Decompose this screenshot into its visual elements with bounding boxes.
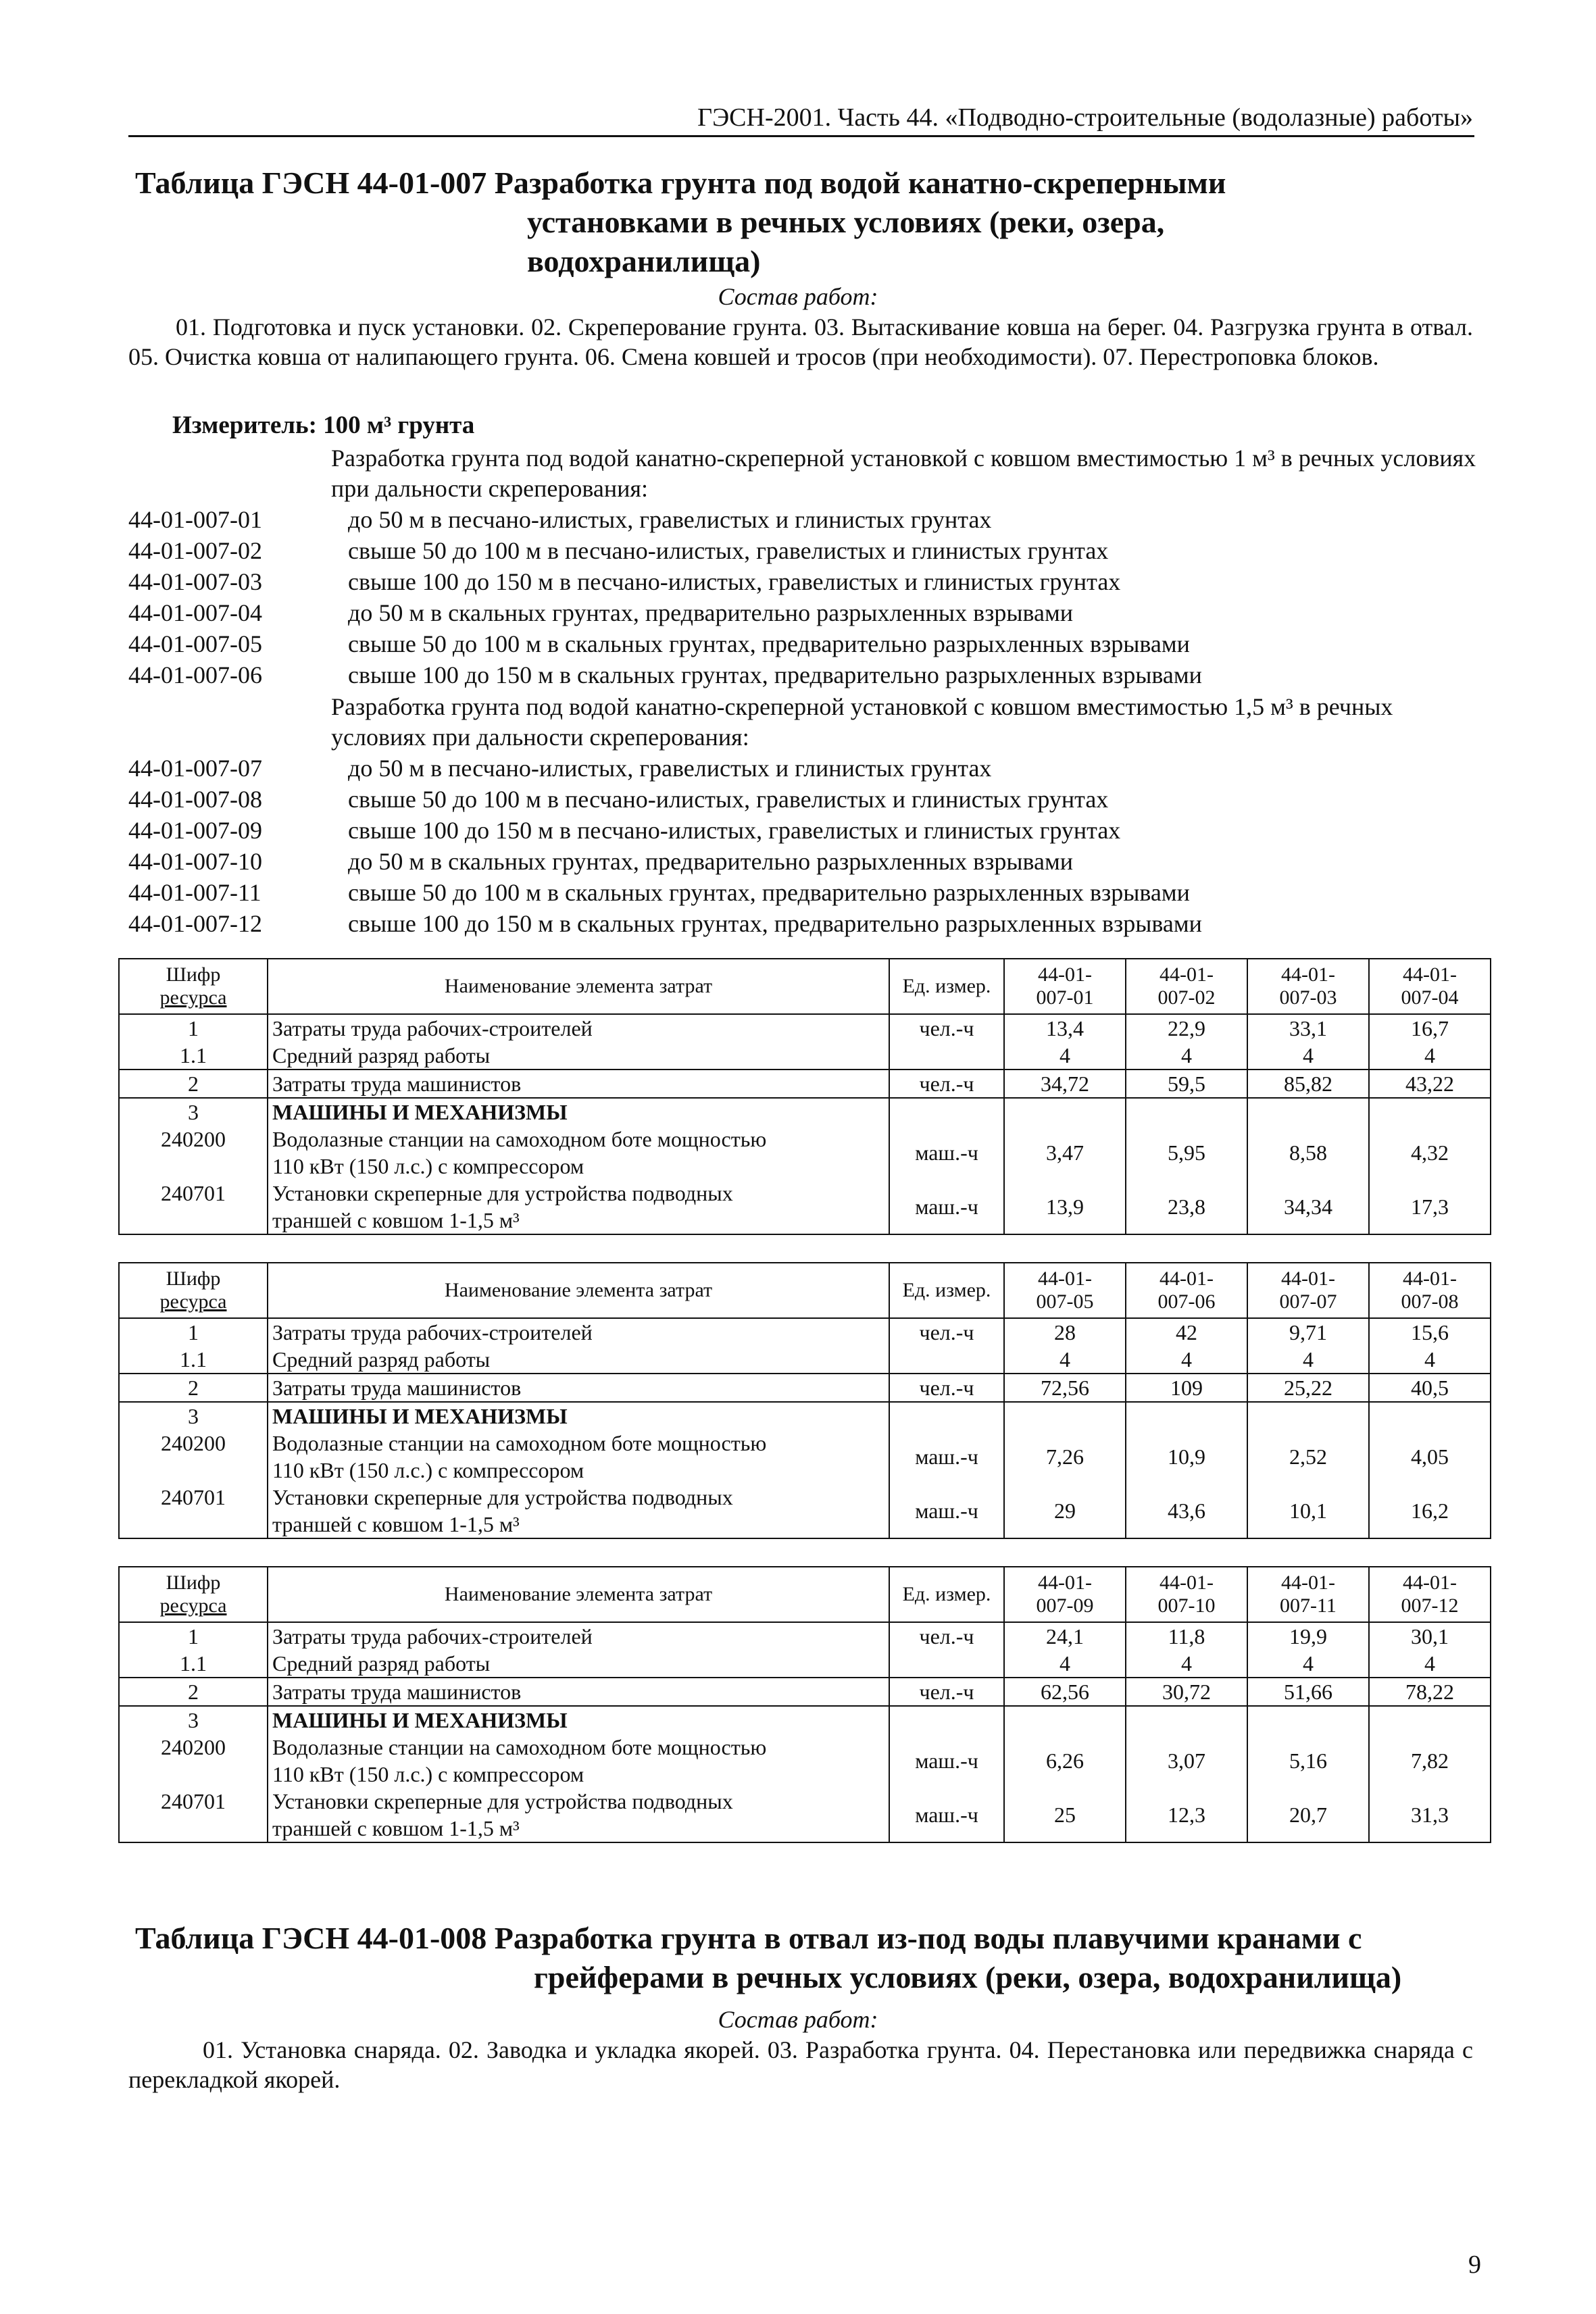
table-header-row	[119, 1567, 1491, 1622]
cell-value: 25,22	[1247, 1374, 1369, 1402]
table-row-grade	[119, 1346, 1491, 1374]
header-rule	[128, 135, 1474, 137]
table-header-row	[119, 959, 1491, 1014]
cost-table-3	[118, 1566, 1491, 1843]
cell-value: 25	[1004, 1788, 1126, 1842]
header-resource-code: Шифр ресурса	[119, 959, 268, 1014]
table-008-title-lead: Таблица ГЭСН 44-01-008 Разработка грунта в отвал из-под воды плавучими кранами с	[135, 1921, 1362, 1955]
table-007-title-cont2: водохранилища)	[527, 244, 761, 278]
header-norm-code: 44-01- 007-01	[1004, 959, 1126, 1014]
code-label: 44-01-007-02	[128, 537, 262, 564]
cell-code: 1	[119, 1318, 268, 1346]
cell-value: 62,56	[1004, 1678, 1126, 1706]
code-description: свыше 100 до 150 м в песчано-илистых, гравелистых и глинистых грунтах	[348, 817, 1121, 844]
cell-value: 5,95	[1126, 1126, 1247, 1180]
header-resource-code: Шифр ресурса	[119, 1263, 268, 1318]
header-unit: Ед. измер.	[889, 1567, 1004, 1622]
table-row-machine-scraper	[119, 1788, 1491, 1842]
cell-value: 51,66	[1247, 1678, 1369, 1706]
cell-name: Затраты труда машинистов	[268, 1070, 889, 1098]
cell-unit: чел.-ч	[889, 1318, 1004, 1346]
cell-value	[1247, 1402, 1369, 1430]
cell-value	[1126, 1402, 1247, 1430]
table-row-machine-diving-station	[119, 1734, 1491, 1788]
cell-value	[1369, 1098, 1491, 1126]
cell-name: Установки скреперные для устройства подводных траншей с ковшом 1-1,5 м³	[268, 1180, 889, 1234]
cell-name: МАШИНЫ И МЕХАНИЗМЫ	[268, 1402, 889, 1430]
cell-unit: маш.-ч	[889, 1788, 1004, 1842]
cell-unit: маш.-ч	[889, 1126, 1004, 1180]
header-norm-code: 44-01- 007-08	[1369, 1263, 1491, 1318]
group-1-intro: Разработка грунта под водой канатно-скреперной установкой с ковшом вместимостью 1 м³ в речных условиях при дальности скреперования:	[331, 445, 1476, 502]
cell-value	[1004, 1402, 1126, 1430]
table-row-grade	[119, 1650, 1491, 1678]
cell-unit	[889, 1346, 1004, 1374]
cell-value: 10,9	[1126, 1430, 1247, 1484]
header-element-name: Наименование элемента затрат	[268, 1263, 889, 1318]
cell-code: 2	[119, 1070, 268, 1098]
cell-value: 4	[1126, 1650, 1247, 1678]
header-norm-code: 44-01- 007-04	[1369, 959, 1491, 1014]
table-007-meter: Измеритель: 100 м³ грунта	[172, 411, 475, 439]
cell-code: 240200	[119, 1126, 268, 1180]
cell-unit: чел.-ч	[889, 1678, 1004, 1706]
cell-value: 12,3	[1126, 1788, 1247, 1842]
cell-value: 4	[1247, 1042, 1369, 1070]
cost-table-2	[118, 1262, 1491, 1539]
header-norm-code: 44-01- 007-02	[1126, 959, 1247, 1014]
cell-code: 3	[119, 1706, 268, 1734]
cell-value: 4	[1004, 1042, 1126, 1070]
cell-code: 1.1	[119, 1650, 268, 1678]
cell-value: 72,56	[1004, 1374, 1126, 1402]
cell-code: 240200	[119, 1734, 268, 1788]
cell-code: 1	[119, 1622, 268, 1650]
cell-code: 240701	[119, 1484, 268, 1538]
header-resource-code: Шифр ресурса	[119, 1567, 268, 1622]
cell-value	[1369, 1402, 1491, 1430]
code-label: 44-01-007-09	[128, 817, 262, 844]
cell-name: Установки скреперные для устройства подводных траншей с ковшом 1-1,5 м³	[268, 1484, 889, 1538]
cell-value	[1126, 1098, 1247, 1126]
table-007-composition-text: 01. Подготовка и пуск установки. 02. Скреперование грунта. 03. Вытаскивание ковша на берег. 04. Разгрузка грунта в отвал. 05. Очистка ковша от налипающего грунта. 06. Смена ковшей и тросов (при необходимости). 07. Перестроповка блоков.	[128, 313, 1473, 370]
table-row-labor	[119, 1014, 1491, 1042]
cell-code: 1	[119, 1014, 268, 1042]
running-header: ГЭСН-2001. Часть 44. «Подводно-строительные (водолазные) работы»	[697, 103, 1473, 132]
header-unit: Ед. измер.	[889, 1263, 1004, 1318]
cell-value: 42	[1126, 1318, 1247, 1346]
cell-value: 4,32	[1369, 1126, 1491, 1180]
cell-name: Средний разряд работы	[268, 1346, 889, 1374]
table-row-machinists	[119, 1374, 1491, 1402]
code-description: свыше 100 до 150 м в скальных грунтах, предварительно разрыхленных взрывами	[348, 661, 1202, 688]
cell-value: 59,5	[1126, 1070, 1247, 1098]
cell-code: 3	[119, 1098, 268, 1126]
cell-value: 4	[1126, 1346, 1247, 1374]
cell-unit	[889, 1650, 1004, 1678]
code-label: 44-01-007-07	[128, 755, 262, 782]
cell-value: 4	[1247, 1650, 1369, 1678]
cell-code: 240701	[119, 1180, 268, 1234]
code-description: свыше 50 до 100 м в песчано-илистых, гравелистых и глинистых грунтах	[348, 786, 1109, 813]
cell-value: 7,82	[1369, 1734, 1491, 1788]
table-row-machine-scraper	[119, 1484, 1491, 1538]
cell-value: 7,26	[1004, 1430, 1126, 1484]
cell-unit: чел.-ч	[889, 1070, 1004, 1098]
cell-value: 3,47	[1004, 1126, 1126, 1180]
cell-value: 78,22	[1369, 1678, 1491, 1706]
cell-value: 15,6	[1369, 1318, 1491, 1346]
table-007-title	[135, 164, 1226, 281]
table-008-title-cont: грейферами в речных условиях (реки, озера, водохранилища)	[534, 1960, 1402, 1994]
page-number: 9	[1468, 2250, 1481, 2279]
cell-value: 34,34	[1247, 1180, 1369, 1234]
cell-name: МАШИНЫ И МЕХАНИЗМЫ	[268, 1706, 889, 1734]
table-008-composition-label: Состав работ:	[718, 2006, 878, 2033]
group-2-intro: Разработка грунта под водой канатно-скреперной установкой с ковшом вместимостью 1,5 м³ в речных условиях при дальности скреперования:	[331, 693, 1393, 751]
code-description: до 50 м в песчано-илистых, гравелистых и глинистых грунтах	[348, 755, 992, 782]
code-description: до 50 м в песчано-илистых, гравелистых и глинистых грунтах	[348, 506, 992, 533]
table-row-machines-heading	[119, 1402, 1491, 1430]
cell-value: 24,1	[1004, 1622, 1126, 1650]
cell-name: Затраты труда машинистов	[268, 1374, 889, 1402]
cell-value: 2,52	[1247, 1430, 1369, 1484]
cell-value: 13,9	[1004, 1180, 1126, 1234]
cell-value: 8,58	[1247, 1126, 1369, 1180]
code-label: 44-01-007-03	[128, 568, 262, 595]
cell-value: 33,1	[1247, 1014, 1369, 1042]
header-norm-code: 44-01- 007-10	[1126, 1567, 1247, 1622]
cell-value: 20,7	[1247, 1788, 1369, 1842]
cell-value: 43,6	[1126, 1484, 1247, 1538]
cell-value	[1369, 1706, 1491, 1734]
cell-name: Водолазные станции на самоходном боте мощностью 110 кВт (150 л.с.) с компрессором	[268, 1430, 889, 1484]
cell-value: 4	[1369, 1042, 1491, 1070]
code-description: до 50 м в скальных грунтах, предварительно разрыхленных взрывами	[348, 599, 1074, 626]
cell-value: 30,1	[1369, 1622, 1491, 1650]
header-norm-code: 44-01- 007-05	[1004, 1263, 1126, 1318]
table-row-machine-diving-station	[119, 1126, 1491, 1180]
cell-name: МАШИНЫ И МЕХАНИЗМЫ	[268, 1098, 889, 1126]
cell-value: 4	[1004, 1346, 1126, 1374]
code-label: 44-01-007-05	[128, 630, 262, 657]
table-row-machinists	[119, 1070, 1491, 1098]
code-description: свыше 100 до 150 м в песчано-илистых, гравелистых и глинистых грунтах	[348, 568, 1121, 595]
cell-value: 5,16	[1247, 1734, 1369, 1788]
code-description: до 50 м в скальных грунтах, предварительно разрыхленных взрывами	[348, 848, 1074, 875]
cell-value: 11,8	[1126, 1622, 1247, 1650]
header-norm-code: 44-01- 007-07	[1247, 1263, 1369, 1318]
header-norm-code: 44-01- 007-09	[1004, 1567, 1126, 1622]
table-007-title-cont1: установками в речных условиях (реки, озера,	[527, 205, 1165, 239]
cell-value: 17,3	[1369, 1180, 1491, 1234]
code-description: свыше 50 до 100 м в песчано-илистых, гравелистых и глинистых грунтах	[348, 537, 1109, 564]
cell-unit	[889, 1042, 1004, 1070]
header-norm-code: 44-01- 007-11	[1247, 1567, 1369, 1622]
code-description: свыше 50 до 100 м в скальных грунтах, предварительно разрыхленных взрывами	[348, 879, 1190, 906]
code-label: 44-01-007-08	[128, 786, 262, 813]
cell-value: 31,3	[1369, 1788, 1491, 1842]
cell-unit: маш.-ч	[889, 1484, 1004, 1538]
code-label: 44-01-007-01	[128, 506, 262, 533]
cell-value: 4	[1247, 1346, 1369, 1374]
code-label: 44-01-007-12	[128, 910, 262, 937]
code-label: 44-01-007-10	[128, 848, 262, 875]
cell-value: 13,4	[1004, 1014, 1126, 1042]
cell-unit: маш.-ч	[889, 1734, 1004, 1788]
cell-unit: чел.-ч	[889, 1374, 1004, 1402]
cell-value: 22,9	[1126, 1014, 1247, 1042]
cell-name: Водолазные станции на самоходном боте мощностью 110 кВт (150 л.с.) с компрессором	[268, 1734, 889, 1788]
cell-code: 1.1	[119, 1042, 268, 1070]
cell-name: Затраты труда рабочих-строителей	[268, 1318, 889, 1346]
cell-code: 3	[119, 1402, 268, 1430]
cell-unit	[889, 1706, 1004, 1734]
cell-name: Установки скреперные для устройства подводных траншей с ковшом 1-1,5 м³	[268, 1788, 889, 1842]
cell-value: 4	[1369, 1650, 1491, 1678]
cell-unit	[889, 1098, 1004, 1126]
cell-name: Затраты труда рабочих-строителей	[268, 1014, 889, 1042]
cell-code: 2	[119, 1374, 268, 1402]
cell-value: 29	[1004, 1484, 1126, 1538]
table-row-machine-scraper	[119, 1180, 1491, 1234]
code-description: свыше 100 до 150 м в скальных грунтах, предварительно разрыхленных взрывами	[348, 910, 1202, 937]
cell-unit: чел.-ч	[889, 1014, 1004, 1042]
cell-code: 1.1	[119, 1346, 268, 1374]
table-row-machines-heading	[119, 1098, 1491, 1126]
table-row-machinists	[119, 1678, 1491, 1706]
header-norm-code: 44-01- 007-12	[1369, 1567, 1491, 1622]
cell-unit	[889, 1402, 1004, 1430]
cell-value: 30,72	[1126, 1678, 1247, 1706]
table-007-title-lead: Таблица ГЭСН 44-01-007 Разработка грунта под водой канатно-скреперными	[135, 166, 1226, 200]
code-description: свыше 50 до 100 м в скальных грунтах, предварительно разрыхленных взрывами	[348, 630, 1190, 657]
cell-value: 10,1	[1247, 1484, 1369, 1538]
header-element-name: Наименование элемента затрат	[268, 959, 889, 1014]
table-row-grade	[119, 1042, 1491, 1070]
cell-name: Средний разряд работы	[268, 1042, 889, 1070]
cell-value: 16,7	[1369, 1014, 1491, 1042]
table-row-labor	[119, 1318, 1491, 1346]
cost-table-1	[118, 958, 1491, 1235]
cell-value: 6,26	[1004, 1734, 1126, 1788]
cell-value: 28	[1004, 1318, 1126, 1346]
cell-value	[1004, 1706, 1126, 1734]
cell-code: 240200	[119, 1430, 268, 1484]
header-element-name: Наименование элемента затрат	[268, 1567, 889, 1622]
cell-value: 109	[1126, 1374, 1247, 1402]
cell-value: 34,72	[1004, 1070, 1126, 1098]
cell-value: 85,82	[1247, 1070, 1369, 1098]
table-header-row	[119, 1263, 1491, 1318]
cell-code: 240701	[119, 1788, 268, 1842]
cell-value: 4	[1369, 1346, 1491, 1374]
cell-value: 19,9	[1247, 1622, 1369, 1650]
table-008-composition-text: 01. Установка снаряда. 02. Заводка и укладка якорей. 03. Разработка грунта. 04. Перестановка или передвижка снаряда с перекладкой якорей.	[128, 2036, 1473, 2093]
cell-name: Затраты труда машинистов	[268, 1678, 889, 1706]
code-label: 44-01-007-11	[128, 879, 261, 906]
cell-value: 4	[1004, 1650, 1126, 1678]
cell-value: 40,5	[1369, 1374, 1491, 1402]
cell-value: 43,22	[1369, 1070, 1491, 1098]
cell-value: 16,2	[1369, 1484, 1491, 1538]
table-row-machine-diving-station	[119, 1430, 1491, 1484]
cell-value: 4,05	[1369, 1430, 1491, 1484]
cell-value: 23,8	[1126, 1180, 1247, 1234]
cell-value	[1126, 1706, 1247, 1734]
cell-value	[1004, 1098, 1126, 1126]
table-007-composition-label: Состав работ:	[718, 283, 878, 310]
header-norm-code: 44-01- 007-06	[1126, 1263, 1247, 1318]
header-unit: Ед. измер.	[889, 959, 1004, 1014]
cell-value	[1247, 1706, 1369, 1734]
cell-code: 2	[119, 1678, 268, 1706]
header-norm-code: 44-01- 007-03	[1247, 959, 1369, 1014]
code-label: 44-01-007-04	[128, 599, 262, 626]
cell-value: 3,07	[1126, 1734, 1247, 1788]
cell-value: 4	[1126, 1042, 1247, 1070]
table-row-labor	[119, 1622, 1491, 1650]
cell-name: Водолазные станции на самоходном боте мощностью 110 кВт (150 л.с.) с компрессором	[268, 1126, 889, 1180]
cell-name: Затраты труда рабочих-строителей	[268, 1622, 889, 1650]
cell-value: 9,71	[1247, 1318, 1369, 1346]
table-008-title	[135, 1919, 1401, 1997]
code-label: 44-01-007-06	[128, 661, 262, 688]
cell-value	[1247, 1098, 1369, 1126]
cell-unit: маш.-ч	[889, 1180, 1004, 1234]
cell-unit: чел.-ч	[889, 1622, 1004, 1650]
cell-name: Средний разряд работы	[268, 1650, 889, 1678]
table-row-machines-heading	[119, 1706, 1491, 1734]
cell-unit: маш.-ч	[889, 1430, 1004, 1484]
